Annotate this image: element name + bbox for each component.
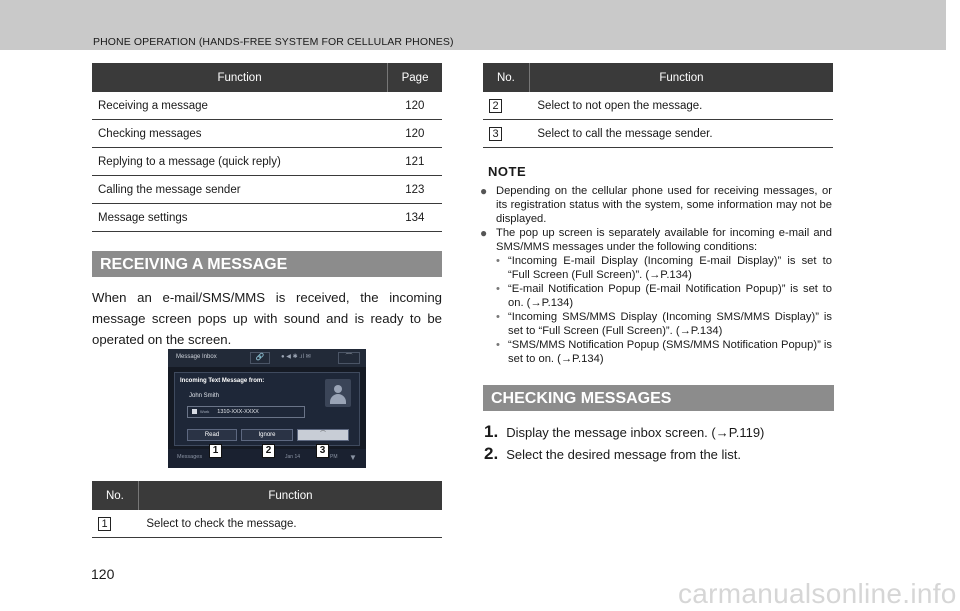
phone-type-label: Work bbox=[200, 409, 210, 414]
step-number: 2. bbox=[484, 444, 499, 463]
message-date: Jan 14 bbox=[285, 454, 301, 460]
column-header-function: Function bbox=[529, 63, 833, 92]
note-sub-item-text: “Incoming E-mail Display (Incoming E-mail Display)” is set to “Full Screen (Full Screen)”. (→P.134) bbox=[508, 255, 832, 281]
table-row bbox=[92, 176, 442, 204]
callout-1: 1 bbox=[209, 444, 222, 458]
table-cell-no bbox=[483, 92, 529, 120]
note-sub-item bbox=[476, 310, 832, 338]
screen-title: Message Inbox bbox=[176, 354, 217, 360]
avatar-head bbox=[334, 385, 342, 393]
table-cell-page: 121 bbox=[388, 148, 442, 176]
table-row bbox=[92, 148, 442, 176]
section-heading-checking: CHECKING MESSAGES bbox=[483, 385, 834, 411]
callout-function-table-right bbox=[483, 63, 833, 148]
phone-number: 1310-XXX-XXXX bbox=[217, 409, 259, 415]
table-row bbox=[92, 204, 442, 232]
note-sub-item-text: “Incoming SMS/MMS Display (Incoming SMS/MMS Display)” is set to “Full Screen (Full Screen)”. (→P.134) bbox=[508, 311, 832, 337]
note-sub-item bbox=[476, 254, 832, 282]
popup-title: Incoming Text Message from: bbox=[180, 378, 265, 384]
table-cell-function: Checking messages bbox=[92, 120, 388, 148]
table-cell-function: Select to check the message. bbox=[138, 510, 442, 538]
note-item-text: Depending on the cellular phone used for receiving messages, or its registration status with the system, some information may not be displayed. bbox=[496, 185, 832, 225]
note-sub-item-text: “E-mail Notification Popup (E-mail Notification Popup)” is set to on. (→P.134) bbox=[508, 283, 832, 309]
note-list bbox=[476, 184, 832, 366]
table-cell-page: 123 bbox=[388, 176, 442, 204]
watermark: carmanualsonline.info bbox=[678, 578, 957, 609]
page-number: 120 bbox=[91, 566, 115, 582]
callout-number: 2 bbox=[489, 99, 502, 113]
sub-bullet-icon: • bbox=[496, 339, 500, 351]
sub-bullet-icon: • bbox=[496, 311, 500, 323]
column-header-function: Function bbox=[92, 63, 388, 92]
note-item bbox=[476, 226, 832, 254]
callout-2: 2 bbox=[262, 444, 275, 458]
table-row bbox=[92, 510, 442, 538]
table-row bbox=[483, 92, 833, 120]
bullet-icon: ● bbox=[480, 184, 488, 198]
status-icons: ● ◀ ✱ .ıl ✉ bbox=[281, 354, 311, 360]
receiving-body-text: When an e-mail/SMS/MMS is received, the incoming message screen pops up with sound and is ready to be operated on the screen. bbox=[92, 290, 442, 347]
table-cell-page: 120 bbox=[388, 120, 442, 148]
ignore-button[interactable]: Ignore bbox=[241, 429, 293, 441]
table-cell-no bbox=[483, 120, 529, 148]
table-cell-function: Calling the message sender bbox=[92, 176, 388, 204]
sub-bullet-icon: • bbox=[496, 255, 500, 267]
scroll-down-icon[interactable]: ▼ bbox=[349, 453, 357, 462]
contact-name: John Smith bbox=[189, 393, 220, 399]
call-sender-button[interactable] bbox=[297, 429, 349, 441]
read-button[interactable]: Read bbox=[187, 429, 237, 441]
table-cell-page: 134 bbox=[388, 204, 442, 232]
message-time: PM bbox=[330, 454, 338, 460]
step-number: 1. bbox=[484, 422, 499, 441]
contact-number-field bbox=[187, 406, 305, 418]
messages-label: Messages bbox=[177, 454, 203, 460]
callout-function-table-left bbox=[92, 481, 442, 538]
table-cell-function: Select to not open the message. bbox=[529, 92, 833, 120]
avatar bbox=[325, 379, 351, 407]
table-header-row bbox=[483, 63, 833, 92]
page-header-title: PHONE OPERATION (HANDS-FREE SYSTEM FOR CELLULAR PHONES) bbox=[93, 36, 454, 48]
table-row bbox=[92, 92, 442, 120]
step-2 bbox=[484, 444, 741, 464]
table-cell-function: Replying to a message (quick reply) bbox=[92, 148, 388, 176]
step-text: Select the desired message from the list. bbox=[506, 447, 742, 462]
table-cell-page: 120 bbox=[388, 92, 442, 120]
step-1 bbox=[484, 422, 764, 442]
phone-icon: ⌒ bbox=[338, 352, 360, 364]
note-sub-item bbox=[476, 282, 832, 310]
phone-type-icon bbox=[192, 409, 197, 414]
avatar-body bbox=[330, 394, 346, 404]
note-item bbox=[476, 184, 832, 226]
callout-3: 3 bbox=[316, 444, 329, 458]
function-page-table bbox=[92, 63, 442, 232]
bullet-icon: ● bbox=[480, 226, 488, 240]
link-icon: 🔗 bbox=[250, 352, 270, 364]
column-header-page: Page bbox=[388, 63, 442, 92]
step-text: Display the message inbox screen. (→P.119) bbox=[506, 425, 765, 440]
table-cell-function: Receiving a message bbox=[92, 92, 388, 120]
incoming-message-popup bbox=[174, 372, 360, 446]
column-header-no: No. bbox=[92, 481, 138, 510]
callout-number: 1 bbox=[98, 517, 111, 531]
column-header-function: Function bbox=[138, 481, 442, 510]
table-cell-function: Select to call the message sender. bbox=[529, 120, 833, 148]
table-cell-function: Message settings bbox=[92, 204, 388, 232]
column-header-no: No. bbox=[483, 63, 529, 92]
table-row bbox=[92, 120, 442, 148]
note-heading: NOTE bbox=[488, 164, 527, 179]
note-sub-item-text: “SMS/MMS Notification Popup (SMS/MMS Notification Popup)” is set to on. (→P.134) bbox=[508, 339, 832, 365]
callout-number: 3 bbox=[489, 127, 502, 141]
phone-icon: ⌒ bbox=[319, 432, 326, 438]
table-row bbox=[483, 120, 833, 148]
section-heading-receiving: RECEIVING A MESSAGE bbox=[92, 251, 442, 277]
table-cell-no bbox=[92, 510, 138, 538]
note-item-text: The pop up screen is separately available for incoming e-mail and SMS/MMS messages under the following conditions: bbox=[496, 227, 832, 253]
sub-bullet-icon: • bbox=[496, 283, 500, 295]
table-header-row bbox=[92, 63, 442, 92]
screen-top-bar bbox=[168, 349, 366, 367]
note-sub-item bbox=[476, 338, 832, 366]
table-header-row bbox=[92, 481, 442, 510]
